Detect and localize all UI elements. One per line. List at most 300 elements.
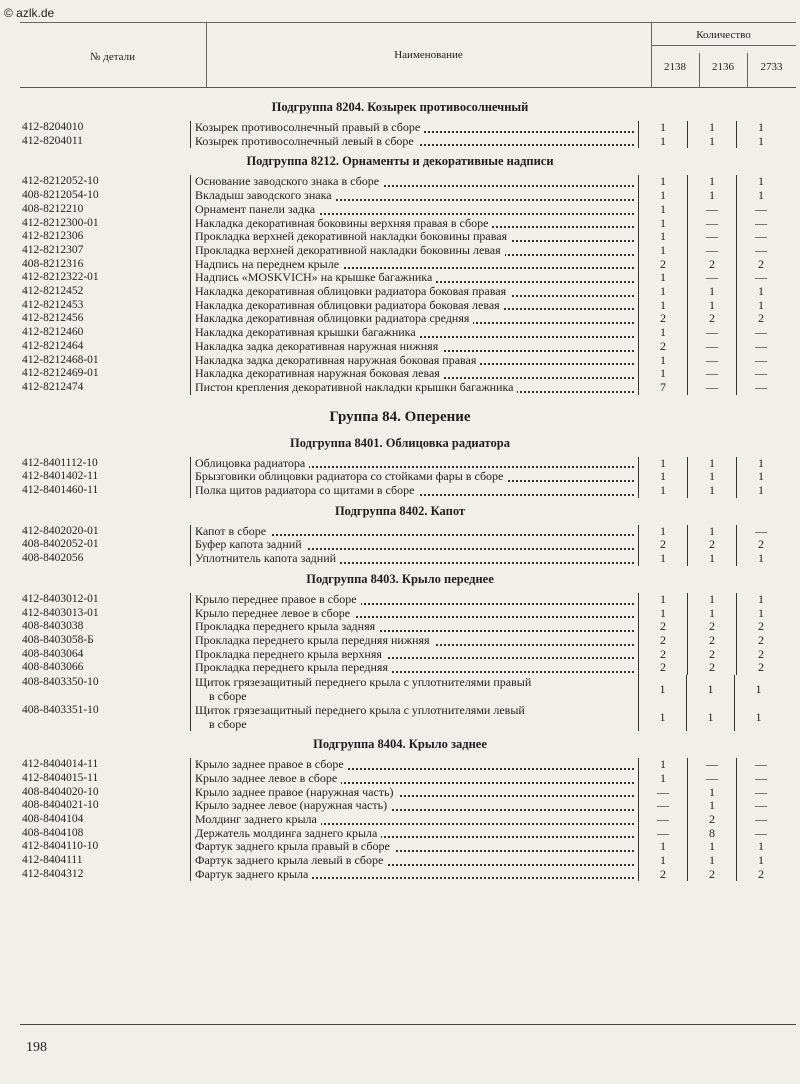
subgroup-8212-table [0, 175, 800, 394]
table-row [0, 620, 800, 634]
part-name-text: Прокладка переднего крыла верхняя [195, 648, 386, 661]
table-row [0, 340, 800, 354]
table-row [0, 312, 800, 326]
subgroup-title: Подгруппа 8404. Крыло заднее [313, 737, 487, 752]
table-row [0, 648, 800, 662]
table-row [0, 840, 800, 854]
qty-2138: 1 [638, 326, 687, 340]
table-row [0, 538, 800, 552]
part-name [190, 244, 638, 258]
qty-2138: — [638, 827, 687, 841]
table-row [0, 675, 800, 703]
qty-2733: 2 [736, 868, 785, 882]
part-name-text: Фартук заднего крыла правый в сборе [195, 840, 394, 853]
qty-2138: 2 [638, 661, 687, 675]
table-row [0, 607, 800, 621]
qty-2733: 1 [734, 675, 782, 703]
qty-2136: 1 [687, 840, 736, 854]
part-number: 412-8401460-11 [22, 484, 99, 497]
qty-2138: 1 [638, 203, 687, 217]
part-number: 412-8212474 [22, 380, 84, 393]
qty-2136: 1 [687, 786, 736, 800]
qty-2138: 2 [638, 312, 687, 326]
qty-2138: 2 [638, 538, 687, 552]
part-name-text: Крыло заднее левое (наружная часть) [195, 799, 391, 812]
qty-2733: 2 [736, 258, 785, 272]
part-name-text: Крыло переднее правое в сборе [195, 593, 361, 606]
qty-2138: 2 [638, 868, 687, 882]
qty-2138: 1 [638, 758, 687, 772]
part-number: 408-8404108 [22, 826, 84, 839]
table-row [0, 484, 800, 498]
table-row [0, 525, 800, 539]
qty-2138: 1 [638, 175, 687, 189]
table-row [0, 121, 800, 135]
qty-2136: 2 [687, 538, 736, 552]
table-row [0, 299, 800, 313]
part-name-text: Козырек противосолнечный левый в сборе [195, 135, 418, 148]
part-name-text: Щиток грязезащитный переднего крыла с уплотнителями правый [195, 675, 535, 689]
part-name [190, 121, 638, 135]
qty-2733: — [736, 230, 785, 244]
qty-2733: — [736, 758, 785, 772]
subgroup-8204-table [0, 121, 800, 148]
qty-2138: 1 [638, 354, 687, 368]
qty-2136: 1 [687, 593, 736, 607]
qty-2733: 1 [736, 607, 785, 621]
part-name [190, 703, 638, 731]
qty-2138: 1 [638, 121, 687, 135]
part-name-text: Вкладыш заводского знака [195, 189, 336, 202]
part-name-text: Прокладка переднего крыла передняя нижняя [195, 634, 434, 647]
qty-2733: — [736, 203, 785, 217]
part-name-text: Основание заводского знака в сборе [195, 175, 383, 188]
qty-2136: 1 [686, 703, 734, 731]
parts-catalog [0, 100, 800, 887]
qty-2138: 1 [638, 457, 687, 471]
part-name [190, 135, 638, 149]
qty-2138: 2 [638, 620, 687, 634]
table-row [0, 381, 800, 395]
part-number: 412-8403013-01 [22, 606, 99, 619]
part-name [190, 799, 638, 813]
qty-2136: 2 [687, 312, 736, 326]
part-name-text: Прокладка верхней декоративной накладки боковины правая [195, 230, 511, 243]
qty-2136: 1 [687, 457, 736, 471]
part-number: 408-8404104 [22, 812, 84, 825]
table-row [0, 799, 800, 813]
part-name [190, 299, 638, 313]
qty-2733: 1 [736, 854, 785, 868]
qty-2733: — [736, 799, 785, 813]
qty-2138: 7 [638, 381, 687, 395]
page-number: 198 [26, 1040, 47, 1055]
qty-2136: 1 [687, 121, 736, 135]
qty-2138: 1 [638, 484, 687, 498]
qty-2138: 1 [638, 271, 687, 285]
qty-2733: 1 [736, 593, 785, 607]
table-row [0, 457, 800, 471]
qty-2136: — [687, 244, 736, 258]
qty-2136: — [687, 203, 736, 217]
part-name-text: Буфер капота задний [195, 538, 306, 551]
part-number: 408-8402056 [22, 552, 84, 565]
table-row [0, 271, 800, 285]
qty-2138: 1 [638, 525, 687, 539]
part-number: 412-8212464 [22, 339, 84, 352]
part-number: 412-8401402-11 [22, 470, 99, 483]
qty-2138: 2 [638, 258, 687, 272]
part-name-text: Орнамент панели задка [195, 203, 319, 216]
table-row [0, 175, 800, 189]
qty-2138: 1 [638, 470, 687, 484]
part-name [190, 381, 638, 395]
qty-2138: 1 [638, 675, 686, 703]
part-number: 408-8212316 [22, 257, 84, 270]
qty-2733: — [736, 525, 785, 539]
qty-2138: 1 [638, 299, 687, 313]
qty-2136: — [687, 340, 736, 354]
table-row [0, 772, 800, 786]
part-name-line2 [195, 689, 632, 703]
table-row [0, 868, 800, 882]
part-number: 412-8404110-10 [22, 840, 99, 853]
qty-2136: 1 [687, 799, 736, 813]
part-name-text: Накладка задка декоративная наружная нижняя [195, 340, 442, 353]
qty-2138: 1 [638, 367, 687, 381]
quantity-title: Количество [651, 29, 796, 46]
table-row [0, 786, 800, 800]
subgroup-8403-table [0, 593, 800, 731]
qty-2138: 1 [638, 854, 687, 868]
qty-2733: 2 [736, 538, 785, 552]
qty-2136: 2 [687, 813, 736, 827]
qty-2733: 1 [736, 121, 785, 135]
part-name-text: Накладка задка декоративная наружная боковая правая [195, 354, 480, 367]
qty-2136: — [687, 381, 736, 395]
part-number: 408-8403064 [22, 647, 84, 660]
part-name-text: Прокладка верхней декоративной накладки боковины левая [195, 244, 505, 257]
qty-2136: 2 [687, 258, 736, 272]
part-name [190, 484, 638, 498]
part-name-text: Накладка декоративная облицовки радиатора боковая левая [195, 299, 504, 312]
part-name [190, 285, 638, 299]
table-row [0, 634, 800, 648]
subgroup-title: Подгруппа 8401. Облицовка радиатора [290, 435, 510, 450]
part-number: 412-8212456 [22, 312, 84, 325]
part-name-line2 [195, 717, 632, 731]
qty-2138: 2 [638, 340, 687, 354]
part-number: 412-8212306 [22, 230, 84, 243]
part-number: 408-8404020-10 [22, 785, 99, 798]
part-name [190, 354, 638, 368]
qty-2138: — [638, 799, 687, 813]
qty-2136: — [687, 354, 736, 368]
part-number: 412-8212453 [22, 298, 84, 311]
qty-2733: — [736, 827, 785, 841]
part-name [190, 648, 638, 662]
part-name-text: Брызговики облицовки радиатора со стойками фары в сборе [195, 470, 507, 483]
qty-2138: 2 [638, 634, 687, 648]
qty-2733: — [736, 772, 785, 786]
part-name [190, 868, 638, 882]
part-name-text: Накладка декоративная облицовки радиатора средняя [195, 312, 473, 325]
part-name [190, 538, 638, 552]
qty-2733: 2 [736, 661, 785, 675]
part-number-header: № детали [20, 23, 207, 87]
table-row [0, 661, 800, 675]
subgroup-title: Подгруппа 8403. Крыло переднее [306, 571, 494, 586]
qty-2733: 2 [736, 620, 785, 634]
qty-2138: 1 [638, 840, 687, 854]
table-row [0, 827, 800, 841]
table-header [20, 22, 796, 88]
part-name [190, 525, 638, 539]
qty-2136: 2 [687, 634, 736, 648]
subgroup-8402-table [0, 525, 800, 566]
part-name [190, 258, 638, 272]
part-name-text: Фартук заднего крыла [195, 868, 312, 881]
part-name-text: Уплотнитель капота задний [195, 552, 340, 565]
qty-2733: 1 [736, 457, 785, 471]
part-name [190, 457, 638, 471]
part-name [190, 175, 638, 189]
part-number: 412-8401112-10 [22, 456, 98, 469]
qty-2138: 1 [638, 230, 687, 244]
qty-2136: 1 [687, 470, 736, 484]
table-row [0, 593, 800, 607]
qty-2136: 1 [687, 189, 736, 203]
part-name-text: Крыло заднее левое в сборе [195, 772, 341, 785]
part-name-text: Держатель молдинга заднего крыла [195, 827, 381, 840]
qty-2733: 1 [736, 175, 785, 189]
part-name-text: Капот в сборе [195, 525, 270, 538]
qty-2136: — [687, 758, 736, 772]
part-name [190, 620, 638, 634]
part-name [190, 772, 638, 786]
qty-2138: 1 [638, 552, 687, 566]
qty-2138: 1 [638, 189, 687, 203]
part-number: 412-8212300-01 [22, 216, 99, 229]
part-name-text: Козырек противосолнечный правый в сборе [195, 121, 424, 134]
qty-2733: 1 [736, 470, 785, 484]
part-name [190, 230, 638, 244]
qty-2136: 2 [687, 661, 736, 675]
watermark: © azlk.de [4, 6, 55, 20]
part-name-text: в сборе [209, 689, 251, 703]
qty-2733: — [736, 786, 785, 800]
part-number: 408-8403351-10 [22, 704, 99, 717]
qty-2138: 1 [638, 593, 687, 607]
part-name [190, 827, 638, 841]
table-row [0, 470, 800, 484]
part-number: 408-8212210 [22, 202, 84, 215]
qty-2733: — [736, 367, 785, 381]
qty-2138: — [638, 786, 687, 800]
part-name-text: Накладка декоративная облицовки радиатора боковая правая [195, 285, 510, 298]
model-2136-header: 2136 [699, 53, 748, 87]
table-row [0, 285, 800, 299]
part-number: 412-8404312 [22, 867, 84, 880]
part-number: 408-8403038 [22, 620, 84, 633]
table-row [0, 552, 800, 566]
part-name [190, 840, 638, 854]
part-number: 408-8403058-Б [22, 633, 94, 646]
table-row [0, 135, 800, 149]
part-name-text: Крыло переднее левое в сборе [195, 607, 354, 620]
part-number: 412-8212322-01 [22, 271, 99, 284]
part-name [190, 326, 638, 340]
qty-2136: 1 [687, 135, 736, 149]
qty-2136: 1 [687, 175, 736, 189]
quantity-header [651, 23, 796, 87]
qty-2138: — [638, 813, 687, 827]
qty-2138: 1 [638, 772, 687, 786]
part-name [190, 217, 638, 231]
table-row [0, 854, 800, 868]
qty-2138: 1 [638, 285, 687, 299]
qty-2136: 8 [687, 827, 736, 841]
qty-2136: 1 [687, 607, 736, 621]
qty-2733: — [736, 340, 785, 354]
part-number: 412-8204011 [22, 134, 83, 147]
part-name [190, 367, 638, 381]
qty-2733: 1 [736, 552, 785, 566]
part-name-text: Молдинг заднего крыла [195, 813, 321, 826]
part-number: 412-8402020-01 [22, 524, 99, 537]
part-name-text: Накладка декоративная крышки багажника [195, 326, 420, 339]
part-number: 412-8212307 [22, 243, 84, 256]
qty-2136: — [687, 217, 736, 231]
part-number: 408-8403066 [22, 661, 84, 674]
table-row [0, 230, 800, 244]
part-name [190, 312, 638, 326]
part-name-text: Прокладка переднего крыла задняя [195, 620, 379, 633]
part-name-text: Накладка декоративная боковины верхняя правая в сборе [195, 217, 492, 230]
qty-2733: 1 [736, 484, 785, 498]
part-number: 412-8403012-01 [22, 592, 99, 605]
part-number: 408-8403350-10 [22, 676, 99, 689]
part-name [190, 203, 638, 217]
qty-2733: 1 [736, 840, 785, 854]
part-number: 412-8404014-11 [22, 758, 99, 771]
qty-2136: 2 [687, 620, 736, 634]
qty-2136: 1 [687, 525, 736, 539]
part-number: 412-8212468-01 [22, 353, 99, 366]
table-row [0, 258, 800, 272]
part-number: 408-8404021-10 [22, 799, 99, 812]
part-name [190, 271, 638, 285]
qty-2733: 1 [736, 285, 785, 299]
table-row [0, 813, 800, 827]
qty-2136: 2 [687, 868, 736, 882]
table-row [0, 758, 800, 772]
table-row [0, 189, 800, 203]
qty-2136: — [687, 367, 736, 381]
qty-2138: 1 [638, 607, 687, 621]
qty-2733: 1 [736, 299, 785, 313]
part-name-text: Фартук заднего крыла левый в сборе [195, 854, 387, 867]
part-name [190, 786, 638, 800]
qty-2138: 1 [638, 703, 686, 731]
part-name [190, 758, 638, 772]
group-title: Группа 84. Оперение [329, 408, 471, 425]
part-number: 412-8212469-01 [22, 367, 99, 380]
part-number: 412-8204010 [22, 121, 84, 133]
qty-2733: — [736, 244, 785, 258]
part-name [190, 675, 638, 703]
part-number: 408-8212054-10 [22, 189, 99, 202]
subgroup-title: Подгруппа 8402. Капот [334, 503, 466, 518]
table-row [0, 354, 800, 368]
part-name-text: Накладка декоративная наружная боковая левая [195, 367, 444, 380]
part-name [190, 189, 638, 203]
qty-2733: — [736, 813, 785, 827]
qty-2136: — [687, 271, 736, 285]
part-name-text: Крыло заднее правое (наружная часть) [195, 786, 398, 799]
qty-2136: 1 [686, 675, 734, 703]
part-name-text: Прокладка переднего крыла передняя [195, 661, 392, 674]
part-name-text: Надпись на переднем крыле [195, 258, 343, 271]
part-name [190, 593, 638, 607]
qty-2138: 1 [638, 244, 687, 258]
subgroup-8401-table [0, 457, 800, 498]
subgroup-8404-table [0, 758, 800, 881]
table-row [0, 703, 800, 731]
name-header: Наименование [206, 23, 652, 87]
qty-2733: 1 [736, 135, 785, 149]
table-row [0, 203, 800, 217]
qty-2136: 2 [687, 648, 736, 662]
part-name-text: Полка щитов радиатора со щитами в сборе [195, 484, 418, 497]
part-number: 412-8404015-11 [22, 771, 99, 784]
qty-2733: 2 [736, 312, 785, 326]
qty-2136: 1 [687, 299, 736, 313]
part-name-text: Пистон крепления декоративной накладки крышки багажника [195, 381, 517, 394]
footer-divider [20, 1024, 796, 1025]
part-name-text: Щиток грязезащитный переднего крыла с уплотнителями левый [195, 703, 529, 717]
qty-2136: 1 [687, 285, 736, 299]
part-name [190, 661, 638, 675]
part-number: 412-8212460 [22, 326, 84, 339]
qty-2136: 1 [687, 484, 736, 498]
qty-2733: — [736, 271, 785, 285]
part-name-text: в сборе [209, 717, 251, 731]
qty-2138: 1 [638, 135, 687, 149]
part-name [190, 552, 638, 566]
table-row [0, 217, 800, 231]
part-name-text: Крыло заднее правое в сборе [195, 758, 348, 771]
qty-2136: 1 [687, 854, 736, 868]
model-2733-header: 2733 [760, 61, 783, 73]
qty-2138: 1 [638, 217, 687, 231]
table-row [0, 326, 800, 340]
qty-2136: — [687, 326, 736, 340]
qty-2136: — [687, 772, 736, 786]
qty-2733: 1 [736, 189, 785, 203]
part-number: 408-8402052-01 [22, 538, 99, 551]
subgroup-title: Подгруппа 8204. Козырек противосолнечный [271, 100, 529, 114]
part-number: 412-8212052-10 [22, 175, 99, 188]
qty-2733: — [736, 381, 785, 395]
subgroup-title: Подгруппа 8212. Орнаменты и декоративные надписи [246, 154, 554, 169]
part-name [190, 813, 638, 827]
qty-2733: 1 [734, 703, 782, 731]
part-name [190, 607, 638, 621]
table-row [0, 244, 800, 258]
qty-2138: 2 [638, 648, 687, 662]
qty-2733: — [736, 217, 785, 231]
